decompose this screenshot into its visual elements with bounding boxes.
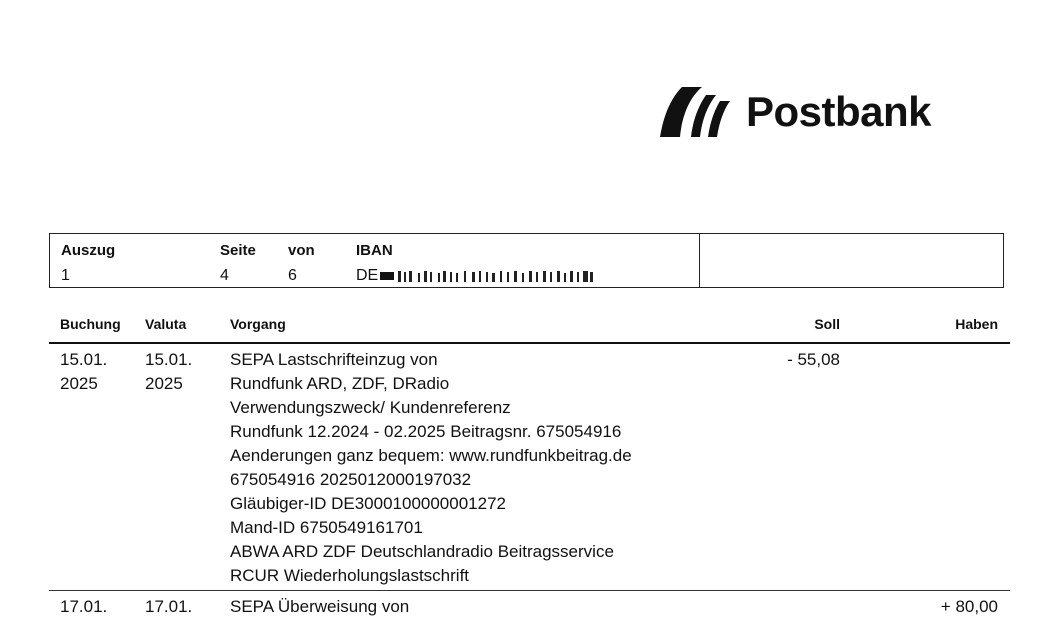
vorgang-line: Mand-ID 6750549161701 (230, 518, 423, 537)
brand-name: Postbank (746, 88, 932, 135)
postbank-logo (660, 86, 931, 138)
vorgang-line: Rundfunk 12.2024 - 02.2025 Beitragsnr. 675054916 (230, 422, 622, 441)
valuta-date (145, 348, 192, 396)
valuta-year: 2025 (145, 374, 183, 393)
vorgang-line: Verwendungszweck/ Kundenreferenz (230, 398, 511, 417)
iban-value (356, 267, 620, 285)
auszug-value: 1 (61, 267, 70, 284)
buchung-year: 2025 (60, 374, 98, 393)
vorgang-line: SEPA Lastschrifteinzug von (230, 350, 438, 369)
vorgang-line: Rundfunk ARD, ZDF, DRadio (230, 374, 450, 393)
valuta-day: 15.01. (145, 350, 193, 369)
von-value: 6 (288, 267, 297, 284)
buchung-date (60, 348, 107, 396)
column-header-soll: Soll (814, 316, 840, 332)
redacted-iban-icon (380, 269, 620, 283)
vorgang-line: RCUR Wiederholungslastschrift (230, 566, 470, 585)
column-header-haben: Haben (955, 316, 998, 332)
column-header-valuta: Valuta (145, 316, 187, 332)
iban-prefix: DE (356, 267, 379, 284)
seite-value: 4 (220, 267, 229, 284)
statement-header-box (49, 233, 1004, 288)
vorgang-text: SEPA Überweisung von (230, 597, 410, 616)
von-label: von (288, 242, 315, 259)
column-header-vorgang: Vorgang (230, 316, 286, 332)
vorgang-line: ABWA ARD ZDF Deutschlandradio Beitragsservice (230, 542, 614, 561)
iban-label: IBAN (356, 242, 393, 259)
buchung-day: 15.01. (60, 350, 108, 369)
header-rule (49, 342, 1010, 344)
auszug-label: Auszug (61, 242, 116, 259)
column-header-buchung: Buchung (60, 316, 121, 332)
valuta-date: 17.01. (145, 597, 193, 616)
row-divider (49, 590, 1010, 591)
vorgang-line: 675054916 2025012000197032 (230, 470, 472, 489)
seite-label: Seite (220, 242, 256, 259)
vorgang-line: Gläubiger-ID DE3000100000001272 (230, 494, 506, 513)
soll-amount: - 55,08 (787, 350, 840, 369)
buchung-date: 17.01. (60, 597, 108, 616)
header-divider (699, 234, 700, 287)
vorgang-text (230, 348, 632, 588)
postbank-logo-icon (660, 87, 734, 137)
vorgang-line: Aenderungen ganz bequem: www.rundfunkbeitrag.de (230, 446, 632, 465)
haben-amount: + 80,00 (940, 597, 998, 616)
